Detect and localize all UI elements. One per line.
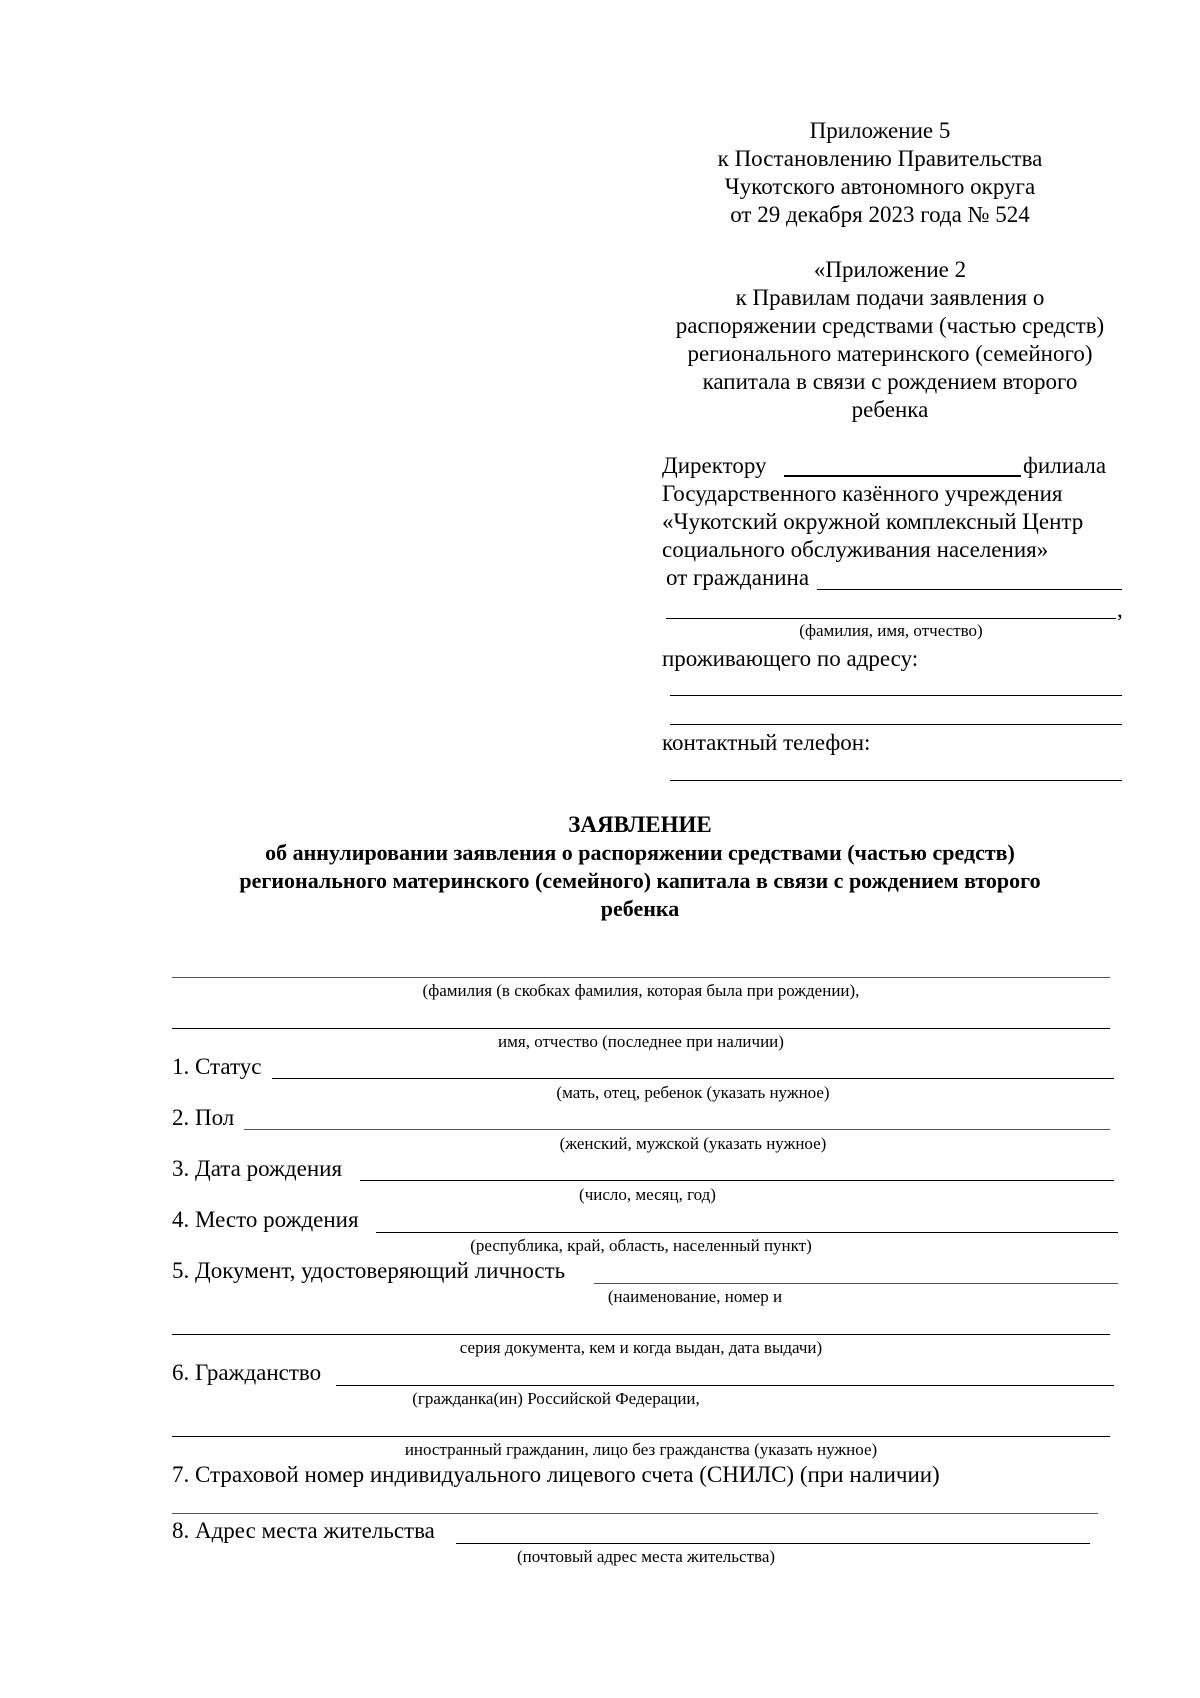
institution-line: социального обслуживания населения»	[662, 537, 1049, 562]
director-suffix: филиала	[1023, 453, 1107, 478]
citizenship-caption: (гражданка(ин) Российской Федерации,	[412, 1389, 700, 1408]
citizen-name-field[interactable]	[817, 589, 1122, 590]
rules-line: капитала в связи с рождением второго	[702, 369, 1078, 394]
id-document-details-field[interactable]	[172, 1334, 1110, 1335]
pob-caption: (республика, край, область, населенный пункт)	[470, 1236, 812, 1255]
appendix-line: от 29 декабря 2023 года № 524	[730, 202, 1030, 227]
comma: ,	[1117, 597, 1123, 622]
title-line: ребенка	[600, 896, 680, 921]
address-field[interactable]	[456, 1543, 1090, 1544]
rules-line: «Приложение 2	[813, 257, 967, 282]
dob-field[interactable]	[360, 1180, 1114, 1181]
status-label: 1. Статус	[172, 1054, 262, 1079]
id-document-caption: (наименование, номер и	[607, 1287, 783, 1306]
title-line: об аннулировании заявления о распоряжении средствами (частью средств)	[265, 840, 1015, 865]
status-field[interactable]	[272, 1078, 1114, 1079]
citizen-name-field-2[interactable]	[666, 618, 1116, 619]
pob-label: 4. Место рождения	[172, 1207, 359, 1232]
id-document-label: 5. Документ, удостоверяющий личность	[172, 1258, 566, 1283]
citizenship-details-caption: иностранный гражданин, лицо без гражданства (указать нужное)	[404, 1440, 878, 1459]
residence-field-2[interactable]	[670, 724, 1122, 725]
residing-label: проживающего по адресу:	[662, 646, 919, 671]
contact-phone-label: контактный телефон:	[662, 730, 871, 755]
citizenship-details-field[interactable]	[172, 1436, 1110, 1437]
institution-line: «Чукотский окружной комплексный Центр	[662, 509, 1084, 534]
name-field[interactable]	[172, 1028, 1110, 1029]
director-prefix: Директору	[662, 453, 767, 478]
appendix-line: Приложение 5	[809, 118, 951, 143]
rules-appendix-block	[650, 256, 1130, 424]
address-caption: (почтовый адрес места жительства)	[516, 1547, 776, 1566]
sex-caption: (женский, мужской (указать нужное)	[559, 1134, 827, 1153]
fio-caption: (фамилия, имя, отчество)	[799, 621, 983, 640]
name-caption: имя, отчество (последнее при наличии)	[498, 1032, 784, 1051]
contact-phone-field[interactable]	[670, 780, 1122, 781]
id-document-details-caption: серия документа, кем и когда выдан, дата выдачи)	[459, 1338, 823, 1357]
residence-field-1[interactable]	[670, 695, 1122, 696]
statement-title	[160, 811, 1120, 923]
citizenship-label: 6. Гражданство	[172, 1360, 322, 1385]
snils-label: 7. Страховой номер индивидуального лицевого счета (СНИЛС) (при наличии)	[172, 1462, 940, 1487]
surname-caption: (фамилия (в скобках фамилия, которая была при рождении),	[422, 981, 860, 1000]
surname-field[interactable]	[172, 977, 1110, 978]
rules-line: к Правилам подачи заявления о	[735, 285, 1045, 310]
sex-field[interactable]	[244, 1129, 1110, 1130]
snils-field[interactable]	[172, 1513, 1098, 1514]
citizenship-field[interactable]	[336, 1385, 1114, 1386]
rules-line: регионального материнского (семейного)	[687, 341, 1093, 366]
title-heading: ЗАЯВЛЕНИЕ	[568, 812, 712, 837]
appendix-block	[680, 117, 1080, 229]
id-document-field[interactable]	[594, 1283, 1118, 1284]
dob-caption: (число, месяц, год)	[579, 1185, 716, 1204]
pob-field[interactable]	[376, 1232, 1118, 1233]
title-line: регионального материнского (семейного) капитала в связи с рождением второго	[239, 868, 1041, 893]
address-label: 8. Адрес места жительства	[172, 1518, 435, 1543]
status-caption: (мать, отец, ребенок (указать нужное)	[556, 1083, 830, 1102]
from-citizen-label: от гражданина	[666, 565, 810, 590]
dob-label: 3. Дата рождения	[172, 1156, 343, 1181]
institution-line: Государственного казённого учреждения	[662, 481, 1063, 506]
appendix-line: к Постановлению Правительства	[717, 146, 1043, 171]
rules-line: распоряжении средствами (частью средств)	[675, 313, 1105, 338]
rules-line: ребенка	[851, 397, 929, 422]
director-branch-field[interactable]	[784, 475, 1021, 477]
sex-label: 2. Пол	[172, 1105, 235, 1130]
appendix-line: Чукотского автономного округа	[724, 174, 1036, 199]
